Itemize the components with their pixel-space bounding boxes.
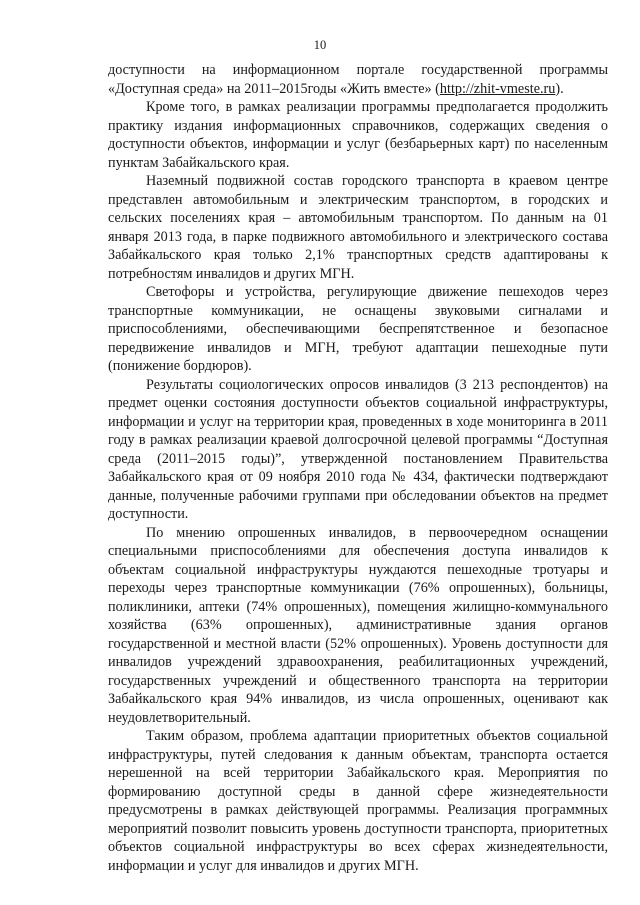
paragraph-text: ). bbox=[555, 80, 564, 97]
page-number: 10 bbox=[313, 38, 327, 52]
paragraph-transport-fleet: Наземный подвижной состав городского транспорта в краевом центре представлен автомобильным и электрическим транспортом, в городских и сельских поселениях края – автомобильным транспортом. По данным на 01 января 2013 года, в парке подвижного автомобильного и электрического состава Забайкальского края только 2,1% транспортных средств адаптированы к потребностям инвалидов и других МГН. bbox=[108, 173, 608, 282]
portal-link[interactable]: http://zhit-vmeste.ru bbox=[439, 80, 556, 97]
paragraph-reference-books: Кроме того, в рамках реализации программы предполагается продолжить практику издания информационных справочников, содержащих сведения о доступности объектов, информации и услуг (безбарьерных карт) по населенным пунктам Забайкальского края. bbox=[108, 99, 608, 171]
paragraph-survey-opinions: По мнению опрошенных инвалидов, в первоочередном оснащении специальными приспособлениями для обеспечения доступа инвалидов к объектам социальной инфраструктуры нуждаются пешеходные тротуары и переходы через транспортные коммуникации (76% опрошенных), больницы, поликлиники, аптеки (74% опрошенных), помещения жилищно-коммунального хозяйства (63% опрошенных), административные здания органов государственной и местной власти (52% опрошенных). Уровень доступности для инвалидов учреждений здравоохранения, реабилитационных учреждений, государственных учреждений и общественного транспорта на территории Забайкальского края 94% инвалидов, из числа опрошенных, оценивают как неудовлетворительный. bbox=[108, 524, 608, 726]
document-body bbox=[108, 61, 608, 875]
paragraph-survey-results: Результаты социологических опросов инвалидов (3 213 респондентов) на предмет оценки состояния доступности объектов социальной инфраструктуры, информации и услуг на территории края, проведенных в ходе мониторинга в 2011 году в рамках реализации краевой долгосрочной целевой программы “Доступная среда (2011–2015 годы)”, утвержденной постановлением Правительства Забайкальского края от 09 ноября 2010 года № 434, фактически подтверждают данные, полученные рабочими группами при обследовании объектов на предмет доступности. bbox=[108, 376, 608, 522]
paragraph-conclusion: Таким образом, проблема адаптации приоритетных объектов социальной инфраструктуры, путей следования к данным объектам, транспорта остается нерешенной на всей территории Забайкальского края. Мероприятия по формированию доступной среды в данной сфере жизнедеятельности предусмотрены в рамках действующей программы. Реализация программных мероприятий позволит повысить уровень доступности транспорта, приоритетных объектов социальной инфраструктуры во всех сферах жизнедеятельности, информации и услуг для инвалидов и других МГН. bbox=[108, 728, 608, 874]
paragraph-traffic-lights: Светофоры и устройства, регулирующие движение пешеходов через транспортные коммуникации, не оснащены звуковыми сигналами и приспособлениями, обеспечивающими беспрепятственное и безопасное передвижение инвалидов и МГН, требуют адаптации пешеходные пути (понижение бордюров). bbox=[108, 284, 608, 374]
paragraph-text: доступности на информационном портале государственной программы «Доступная среда» на 2011–2015годы «Жить вместе» ( bbox=[108, 62, 608, 97]
paragraph-portal-availability bbox=[108, 61, 608, 98]
